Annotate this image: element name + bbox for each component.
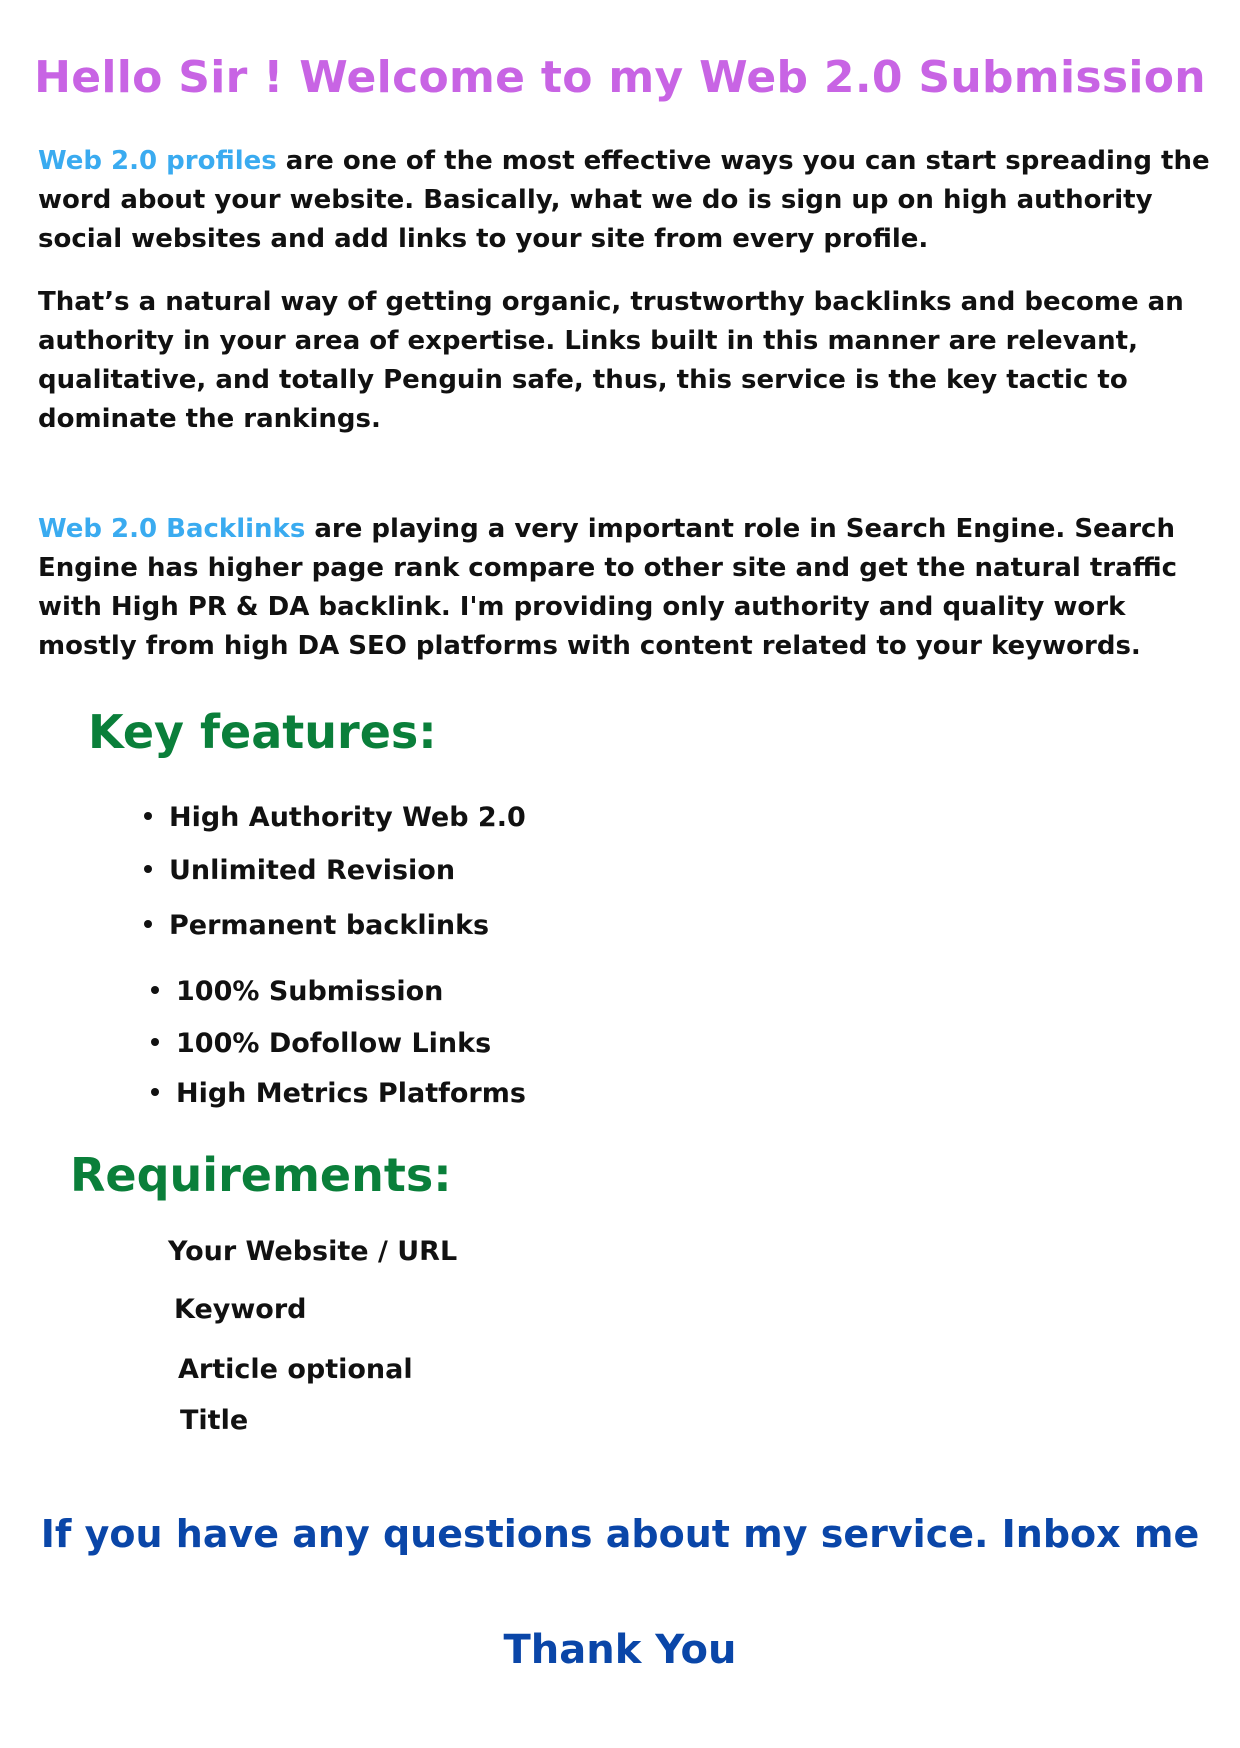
bullet-icon xyxy=(144,920,152,928)
bullet-icon xyxy=(151,1038,159,1046)
feature-item xyxy=(151,1028,491,1059)
bullet-icon xyxy=(144,865,152,873)
paragraph-highlight: Web 2.0 Backlinks xyxy=(38,514,306,544)
paragraph-text: are one of the most effective ways you can start spreading the word about your website. Basically, what we do is sign up on high authority social websites and add links to your site from every profile. xyxy=(38,146,1210,254)
feature-label: Permanent backlinks xyxy=(169,910,490,941)
thank-you-text: Thank You xyxy=(503,1627,737,1673)
feature-label: 100% Submission xyxy=(176,976,444,1007)
bullet-icon xyxy=(151,1088,159,1096)
requirement-item: Article optional xyxy=(178,1354,413,1385)
key-features-heading: Key features: xyxy=(88,705,437,759)
feature-label: High Metrics Platforms xyxy=(176,1078,526,1109)
benefits-paragraph xyxy=(38,283,1218,439)
feature-item xyxy=(151,976,443,1007)
feature-item xyxy=(144,802,526,833)
paragraph-highlight: Web 2.0 profiles xyxy=(38,146,277,176)
feature-label: 100% Dofollow Links xyxy=(176,1028,492,1059)
paragraph-text: That’s a natural way of getting organic, trustworthy backlinks and become an authority in your area of expertise. Links built in this manner are relevant, qualitative, and totally Penguin safe, thus, this service is the key tactic to dominate the rankings. xyxy=(38,287,1184,434)
feature-item xyxy=(144,910,489,941)
backlinks-paragraph xyxy=(38,510,1218,666)
feature-label: High Authority Web 2.0 xyxy=(169,802,526,833)
requirements-heading: Requirements: xyxy=(70,1148,452,1202)
requirement-item: Title xyxy=(180,1405,249,1436)
requirement-item: Your Website / URL xyxy=(168,1236,458,1267)
bullet-icon xyxy=(144,812,152,820)
feature-label: Unlimited Revision xyxy=(169,855,456,886)
feature-item xyxy=(144,855,455,886)
requirement-item: Keyword xyxy=(174,1294,307,1325)
bullet-icon xyxy=(151,986,159,994)
feature-item xyxy=(151,1078,526,1109)
page-title: Hello Sir ! Welcome to my Web 2.0 Submission xyxy=(34,52,1206,103)
closing-message: If you have any questions about my service. Inbox me xyxy=(40,1512,1200,1556)
paragraph-text: are playing a very important role in Search Engine. Search Engine has higher page rank compare to other site and get the natural traffic with High PR & DA backlink. I'm providing only authority and quality work mostly from high DA SEO platforms with content related to your keywords. xyxy=(38,514,1178,661)
intro-paragraph xyxy=(38,142,1218,259)
